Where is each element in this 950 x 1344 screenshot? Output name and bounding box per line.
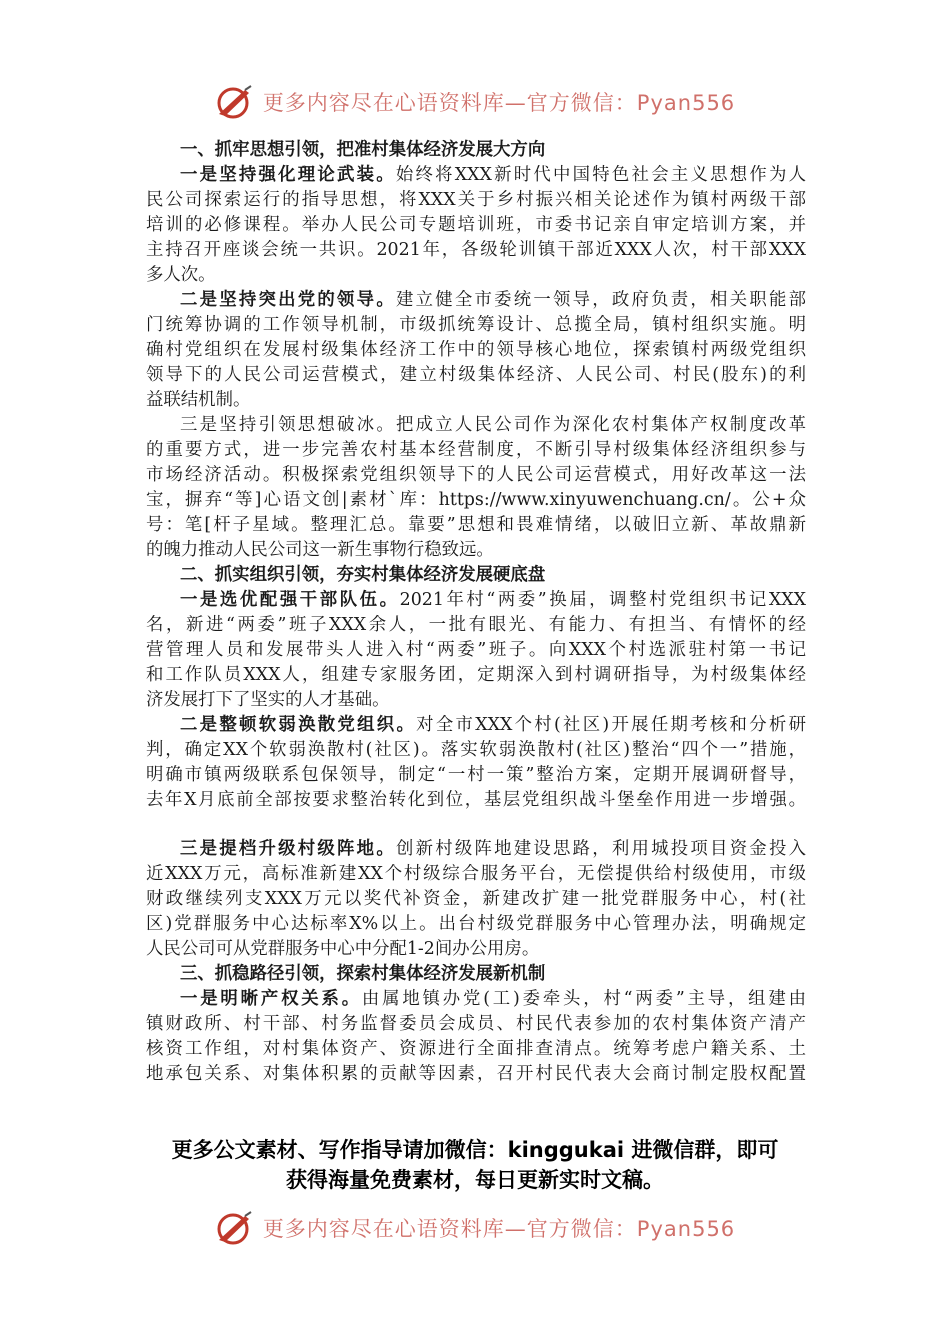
text-line <box>146 463 806 488</box>
body-text: 2021年村“两委”换届，调整村党组织书记XXX <box>399 590 806 610</box>
text-line <box>146 188 806 213</box>
body-text: 人民公司可从党群服务中心中分配1-2间办公用房。 <box>146 939 540 959</box>
body-text: 的重要方式，进一步完善农村基本经营制度，不断引导村级集体经济组织参与 <box>146 440 806 460</box>
body-text: 号：笔[杆子星域。整理汇总。靠要”思想和畏难情绪，以破旧立新、革故鼎新 <box>146 515 806 535</box>
text-line <box>146 163 806 188</box>
text-line <box>146 663 806 688</box>
body-text: 建立健全市委统一领导，政府负责，相关职能部 <box>395 290 806 310</box>
body-text: 营管理人员和发展带头人进入村“两委”班子。向XXX个村选派驻村第一书记 <box>146 640 806 660</box>
body-text: 确村党组织在发展村级集体经济工作中的领导核心地位，探索镇村两级党组织 <box>146 340 806 360</box>
body-text: 区)党群服务中心达标率X%以上。出台村级党群服务中心管理办法，明确规定 <box>146 914 806 934</box>
text-line <box>146 438 806 463</box>
text-line <box>146 413 806 438</box>
bold-lead-text: 二、抓实组织引领，夯实村集体经济发展硬底盘 <box>180 565 546 585</box>
body-text: 门统筹协调的工作领导机制，市级抓统筹设计、总揽全局，镇村组织实施。明 <box>146 315 806 335</box>
bold-lead-text: 三、抓稳路径引领，探索村集体经济发展新机制 <box>180 964 546 984</box>
bold-lead-text: 一、抓牢思想引领，把准村集体经济发展大方向 <box>180 140 546 160</box>
text-line <box>146 213 806 238</box>
bold-lead-text: 二是坚持突出党的领导。 <box>180 290 396 310</box>
body-text: 名，新进“两委”班子XXX余人，一批有眼光、有能力、有担当、有情怀的经 <box>146 615 806 635</box>
text-line <box>146 887 806 912</box>
pen-logo-icon <box>215 84 255 120</box>
bold-lead-text: 一是坚持强化理论武装。 <box>180 165 396 185</box>
text-line <box>146 613 806 638</box>
text-line <box>146 388 806 413</box>
body-text: 核资工作组，对村集体资产、资源进行全面排查清点。统筹考虑户籍关系、土 <box>146 1039 806 1059</box>
body-text: 多人次。 <box>146 265 216 285</box>
body-text: 和工作队员XXX人，组建专家服务团，定期深入到村调研指导，为村级集体经 <box>146 665 806 685</box>
banner-text: 更多内容尽在心语资料库—官方微信：Pyan556 <box>262 1217 736 1241</box>
promo-line-2: 获得海量免费素材，每日更新实时文稿。 <box>286 1168 664 1192</box>
section-heading <box>146 962 806 987</box>
body-text: 领导下的人民公司运营模式，建立村级集体经济、人民公司、村民(股东)的利 <box>146 365 806 385</box>
text-line <box>146 738 806 763</box>
text-line <box>146 1012 806 1037</box>
body-text: 市场经济活动。积极探索党组织领导下的人民公司运营模式，用好改革这一法 <box>146 465 806 485</box>
body-text: 创新村级阵地建设思路，利用城投项目资金投入 <box>395 839 806 859</box>
bold-lead-text: 一是明晰产权关系。 <box>180 989 362 1009</box>
paragraph-gap <box>146 813 806 837</box>
body-text: 三是坚持引领思想破冰。把成立人民公司作为深化农村集体产权制度改革 <box>180 415 806 435</box>
text-line <box>146 488 806 513</box>
text-line <box>146 788 806 813</box>
body-text: 始终将XXX新时代中国特色社会主义思想作为人 <box>395 165 806 185</box>
body-text: 地承包关系、对集体积累的贡献等因素，召开村民代表大会商讨制定股权配置 <box>146 1064 806 1084</box>
bold-lead-text: 二是整顿软弱涣散党组织。 <box>180 715 417 735</box>
body-text: 主持召开座谈会统一共识。2021年，各级轮训镇干部近XXX人次，村干部XXX <box>146 240 806 260</box>
promo-line-1: 更多公文素材、写作指导请加微信：kinggukai 进微信群，即可 <box>171 1138 779 1162</box>
text-line <box>146 363 806 388</box>
body-text: 对全市XXX个村(社区)开展任期考核和分析研 <box>416 715 806 735</box>
text-line <box>146 638 806 663</box>
footer-banner <box>0 1208 950 1248</box>
document-body <box>146 138 806 1087</box>
body-text: 培训的必修课程。举办人民公司专题培训班，市委书记亲自审定培训方案，并 <box>146 215 806 235</box>
text-line <box>146 238 806 263</box>
body-text: 由属地镇办党(工)委牵头，村“两委”主导，组建由 <box>361 989 806 1009</box>
body-text: 济发展打下了坚实的人才基础。 <box>146 690 390 710</box>
text-line <box>146 912 806 937</box>
text-line <box>146 937 806 962</box>
body-text: 近XXX万元，高标准新建XX个村级综合服务平台，无偿提供给村级使用，市级 <box>146 864 806 884</box>
bold-lead-text: 一是选优配强干部队伍。 <box>180 590 400 610</box>
body-text: 去年X月底前全部按要求整治转化到位，基层党组织战斗堡垒作用进一步增强。 <box>146 790 806 810</box>
text-line <box>146 288 806 313</box>
section-heading <box>146 563 806 588</box>
text-line <box>146 688 806 713</box>
body-text: 镇财政所、村干部、村务监督委员会成员、村民代表参加的农村集体资产清产 <box>146 1014 806 1034</box>
header-banner <box>0 82 950 122</box>
section-heading <box>146 138 806 163</box>
text-line <box>146 538 806 563</box>
body-text: 民公司探索运行的指导思想，将XXX关于乡村振兴相关论述作为镇村两级干部 <box>146 190 806 210</box>
text-line <box>146 1062 806 1087</box>
banner-text: 更多内容尽在心语资料库—官方微信：Pyan556 <box>262 91 736 115</box>
text-line <box>146 513 806 538</box>
body-text: 判，确定XX个软弱涣散村(社区)。落实软弱涣散村(社区)整治“四个一”措施， <box>146 740 806 760</box>
text-line <box>146 763 806 788</box>
body-text: 的魄力推动人民公司这一新生事物行稳致远。 <box>146 540 494 560</box>
body-text: 明确市镇两级联系包保领导，制定“一村一策”整治方案，定期开展调研督导， <box>146 765 806 785</box>
text-line <box>146 1037 806 1062</box>
body-text: 宝，摒弃“等]心语文创|素材`库：https://www.xinyuwenchuang.cn/。公+众 <box>146 490 806 510</box>
body-text: 益联结机制。 <box>146 390 251 410</box>
text-line <box>146 862 806 887</box>
text-line <box>146 263 806 288</box>
promo-block <box>0 1135 950 1195</box>
text-line <box>146 313 806 338</box>
text-line <box>146 713 806 738</box>
pen-logo-icon <box>215 1210 255 1246</box>
text-line <box>146 987 806 1012</box>
body-text: 财政继续列支XXX万元以奖代补资金，新建改扩建一批党群服务中心，村(社 <box>146 889 806 909</box>
text-line <box>146 338 806 363</box>
text-line <box>146 837 806 862</box>
bold-lead-text: 三是提档升级村级阵地。 <box>180 839 396 859</box>
text-line <box>146 588 806 613</box>
